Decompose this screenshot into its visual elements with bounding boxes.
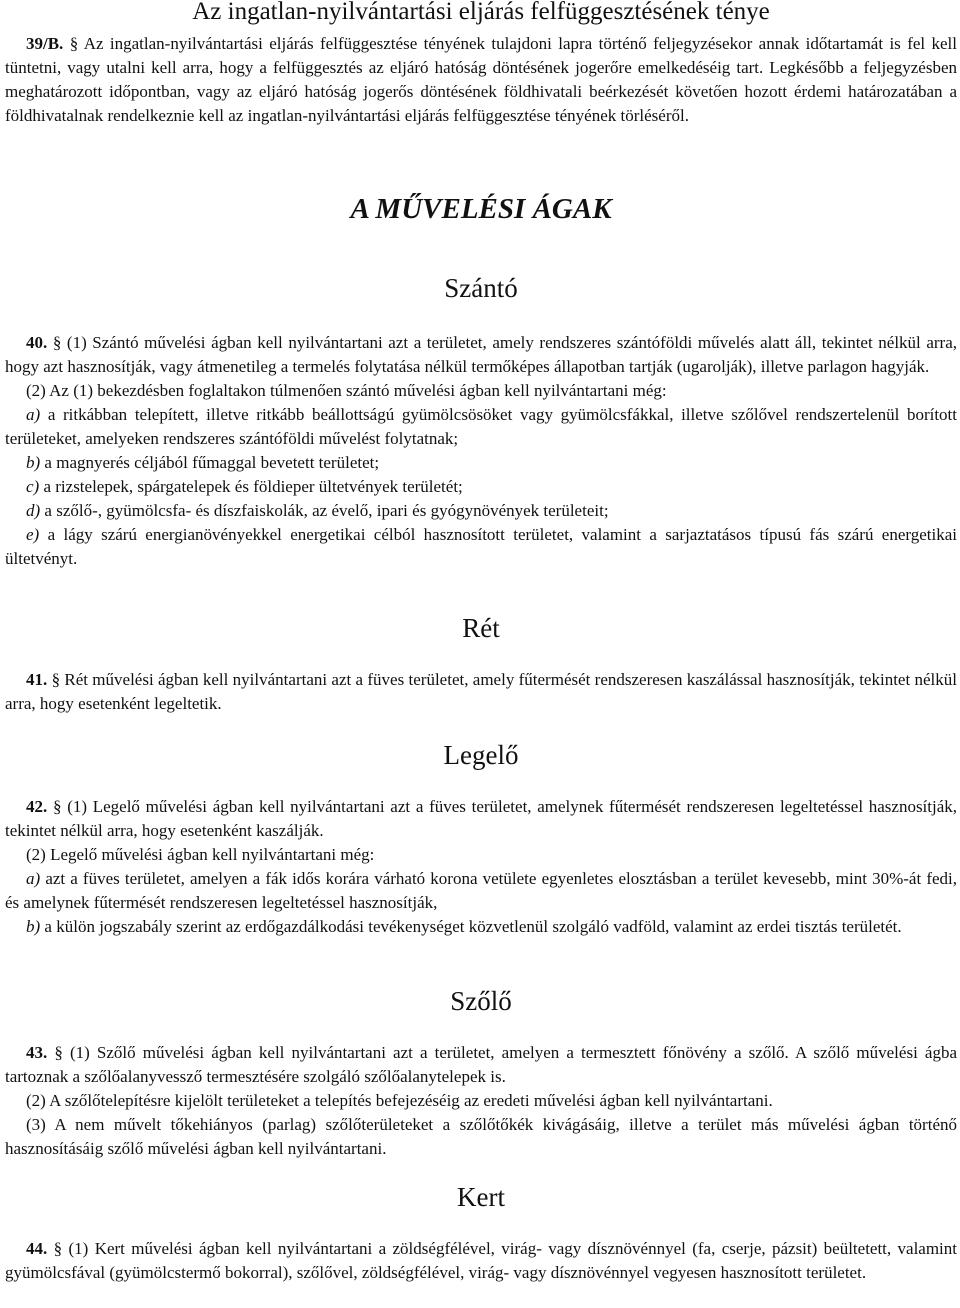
section-sign: § [54, 1043, 63, 1062]
section-number: 43. [26, 1043, 48, 1062]
section-sign: § [69, 34, 79, 53]
list-item-b [5, 451, 957, 475]
item-mark: b) [26, 453, 41, 472]
section-40-paragraph-1 [5, 331, 957, 379]
section-sign: § [53, 1239, 63, 1258]
section-number: 42. [26, 797, 48, 816]
item-text: a lágy szárú energianövényekkel energetikai célból hasznosított területet, valamint a sarjaztatásos típusú fás szárú energetikai ültetvényt. [5, 525, 958, 568]
item-text: azt a füves területet, amelyen a fák idős korára várható korona vetülete egyenletes elosztásban a terület kevesebb, mint 30%-át fedi, és amelynek fűtermését rendszeresen legeltetéssel hasznosítják, [5, 869, 957, 912]
section-number: 41. [26, 670, 48, 689]
section-43 [5, 1041, 957, 1161]
section-42 [5, 795, 957, 939]
section-39b [5, 32, 957, 128]
list-item-b [5, 915, 957, 939]
section-42-paragraph-2: (2) Legelő művelési ágban kell nyilvántartani még: [26, 845, 375, 864]
section-44-text [5, 1237, 957, 1285]
list-item-d [5, 499, 957, 523]
section-44 [5, 1237, 957, 1285]
list-item-a [5, 867, 957, 915]
chapter-heading: A MŰVELÉSI ÁGAK [350, 193, 612, 225]
section-body: Rét művelési ágban kell nyilvántartani azt a füves területet, amely fűtermését rendszeresen kaszálással hasznosítják, tekintet nélkül arra, hogy esetenként legeltetik. [5, 670, 957, 713]
heading-szanto: Szántó [444, 273, 518, 303]
list-item-c [5, 475, 957, 499]
section-42-paragraph-1 [5, 795, 957, 843]
paragraph-text: (1) Legelő művelési ágban kell nyilvántartani azt a füves területet, amelynek fűtermését rendszeresen legeltetéssel hasznosítják, tekintet nélkül arra, hogy esetenként kaszálják. [5, 797, 958, 840]
section-body: (1) Kert művelési ágban kell nyilvántartani a zöldségfélével, virág- vagy dísznövénnyel (fa, cserje, pázsit) beültetett, valamint gyümölcsfával (gyümölcstermő bokorral), szőlővel, zöldségfélével, virág- vagy dísznövénnyel vegyesen hasznosított területet. [5, 1239, 958, 1282]
item-mark: b) [26, 917, 41, 936]
item-mark: d) [26, 501, 41, 520]
item-text: a ritkábban telepített, illetve ritkább beállottságú gyümölcsösöket vagy gyümölcsfákkal, illetve szőlővel rendszertelenül borított területeket, amelyeken rendszeres szántóföldi művelést folytatnak; [5, 405, 957, 448]
item-text: a magnyerés céljából fűmaggal bevetett területet; [44, 453, 380, 472]
section-sign: § [52, 333, 62, 352]
section-43-paragraph-1 [5, 1041, 957, 1089]
item-mark: a) [26, 405, 41, 424]
section-sign: § [52, 797, 62, 816]
section-number: 40. [26, 333, 48, 352]
section-41-text [5, 668, 957, 716]
heading-legelo: Legelő [443, 740, 519, 770]
heading-kert: Kert [457, 1182, 505, 1212]
section-39b-text [5, 32, 957, 128]
section-number: 44. [26, 1239, 48, 1258]
item-text: a külön jogszabály szerint az erdőgazdálkodási tevékenységet közvetlenül szolgáló vadföld, valamint az erdei tisztás területét. [44, 917, 902, 936]
item-mark: c) [26, 477, 40, 496]
section-sign: § [51, 670, 61, 689]
section-40-paragraph-2: (2) Az (1) bekezdésben foglaltakon túlmenően szántó művelési ágban kell nyilvántartani még: [26, 381, 667, 400]
item-mark: e) [26, 525, 40, 544]
list-item-e [5, 523, 957, 571]
document-title: Az ingatlan-nyilvántartási eljárás felfüggesztésének ténye [192, 0, 770, 25]
paragraph-text: (1) Szántó művelési ágban kell nyilvántartani azt a területet, amely rendszeres szántóföldi művelés alatt áll, tekintet nélkül arra, hogy azt hasznosítják, vagy átmenetileg a termelés folytatása nélkül termőképes állapotban tartják (ugarolják), illetve parlagon hagyják. [5, 333, 958, 376]
section-number: 39/B. [26, 34, 64, 53]
item-text: a rizstelepek, spárgatelepek és földieper ültetvények területét; [43, 477, 463, 496]
section-43-paragraph-3: (3) A nem művelt tőkehiányos (parlag) szőlőterületeket a szőlőtőkék kivágásáig, illetve a terület más művelési ágban történő hasznosításáig szőlő művelési ágban kell nyilvántartani. [5, 1115, 957, 1158]
section-40 [5, 331, 957, 571]
item-text: a szőlő-, gyümölcsfa- és díszfaiskolák, az évelő, ipari és gyógynövények területeit; [44, 501, 609, 520]
heading-ret: Rét [462, 613, 500, 643]
section-43-paragraph-2: (2) A szőlőtelepítésre kijelölt területeket a telepítés befejezéséig az eredeti művelési ágban kell nyilvántartani. [26, 1091, 773, 1110]
paragraph-text: (1) Szőlő művelési ágban kell nyilvántartani azt a területet, amelyen a termesztett főnövény a szőlő. A szőlő művelési ágba tartoznak a szőlőalanyvessző termesztésére szolgáló szőlőalanytelepek is. [5, 1043, 957, 1086]
section-body: Az ingatlan-nyilvántartási eljárás felfüggesztése tényének tulajdoni lapra történő feljegyzésekor annak időtartamát is fel kell tüntetni, vagy utalni kell arra, hogy a felfüggesztés az eljáró hatóság döntésének jogerőre emelkedéséig tart. Legkésőbb a feljegyzésben meghatározott időpontban, vagy az eljáró hatóság jogerős döntésének földhivatali beérkezését követően hozott érdemi határozatában a földhivatalnak rendelkeznie kell az ingatlan-nyilvántartási eljárás felfüggesztése tényének törléséről. [5, 34, 958, 125]
list-item-a [5, 403, 957, 451]
section-41 [5, 668, 957, 716]
item-mark: a) [26, 869, 41, 888]
heading-szolo: Szőlő [450, 986, 512, 1016]
